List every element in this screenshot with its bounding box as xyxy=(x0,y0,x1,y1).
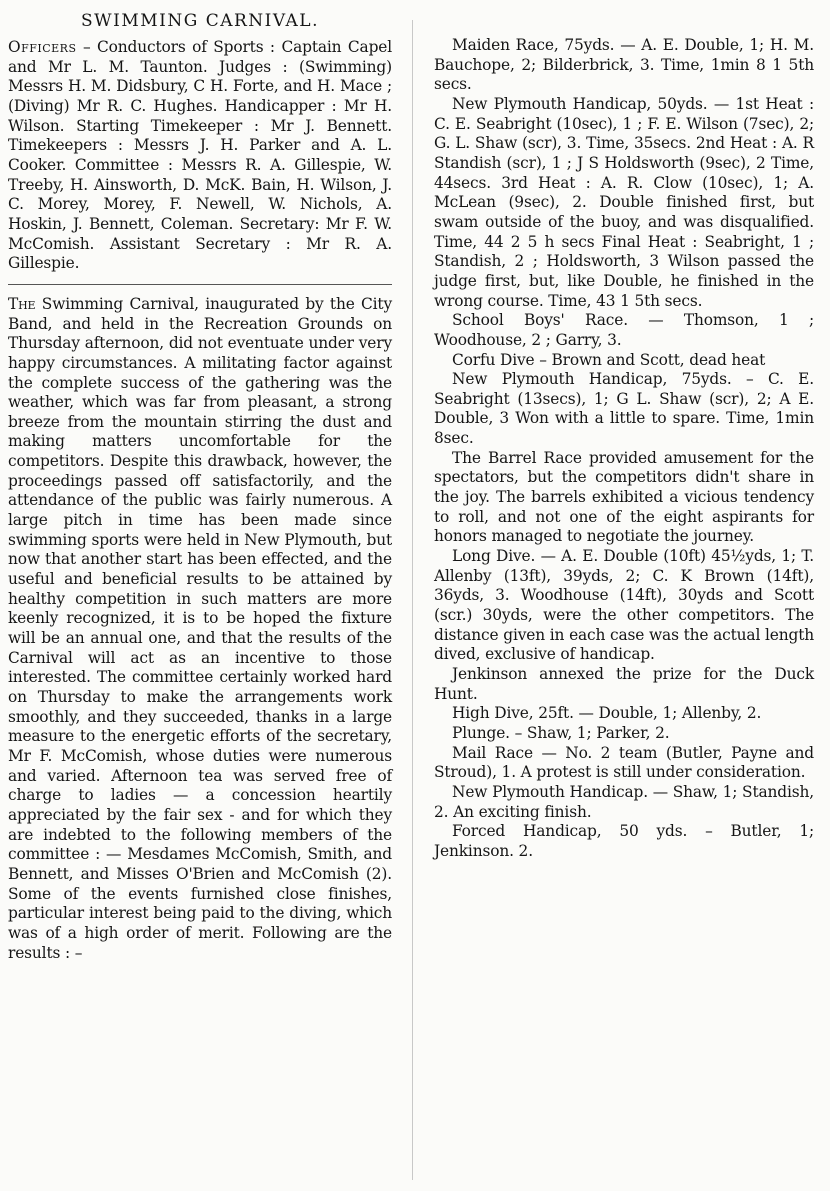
result-forced-handicap: Forced Handicap, 50 yds. – Butler, 1; Jenkinson. 2. xyxy=(434,822,814,860)
result-handicap-50yds: New Plymouth Handicap, 50yds. — 1st Heat : C. E. Seabright (10sec), 1 ; F. E. Wilson (7sec), 2; G. L. Shaw (scr), 3. Time, 35secs. 2nd Heat : A. R Standish (scr), 1 ; J S Holdsworth (9sec), 2 Time, 44secs. 3rd Heat : A. R. Clow (10sec), 1; A. McLean (9sec), 2. Double finished first, but swam outside of the buoy, and was disqualified. Time, 44 2 5 h secs Final Heat : Seabright, 1 ; Standish, 2 ; Holdsworth, 3 Wilson passed the judge first, but, like Double, he finished in the wrong course. Time, 43 1 5th secs. xyxy=(434,94,814,310)
result-corfu-dive: Corfu Dive – Brown and Scott, dead heat xyxy=(452,350,766,369)
column-divider xyxy=(412,20,413,1180)
result-high-dive: High Dive, 25ft. — Double, 1; Allenby, 2. xyxy=(452,704,762,723)
result-plunge: Plunge. – Shaw, 1; Parker, 2. xyxy=(452,723,670,742)
result-long-dive: Long Dive. — A. E. Double (10ft) 45½yds, 1; T. Allenby (13ft), 39yds, 2; C. K Brown (14ft), 36yds, 3. Woodhouse (14ft), 30yds and Scott (scr.) 30yds, were the other competitors. The distance given in each case was the actual length dived, exclusive of handicap. xyxy=(434,547,814,664)
report-text: Swimming Carnival, inaugurated by the City Band, and held in the Recreation Grounds on Thursday afternoon, did not eventuate under very happy circumstances. A militating factor against the complete success of the gathering was the weather, which was far from pleasant, a strong breeze from the mountain stirring the dust and making matters uncomfortable for the competitors. Despite this drawback, however, the proceedings passed off satisfactorily, and the attendance of the public was fairly numerous. A large pitch in time has been made since swimming sports were held in New Plymouth, but now that another start has been effected, and the useful and beneficial results to be attained by healthy competition in such matters are more keenly recognized, it is to be hoped the fixture will be an annual one, and that the results of the Carnival will act as an incentive to those interested. The committee certainly worked hard on Thursday to make the arrangements work smoothly, and they succeeded, thanks in a large measure to the energetic efforts of the secretary, Mr F. McComish, whose duties were numerous and varied. Afternoon tea was served free of charge to ladies — a concession heartily appreciated by the fair sex - and for which they are indebted to the following members of the committee : — Mesdames McComish, Smith, and Bennett, and Misses O'Brien and McComish (2). Some of the events furnished close finishes, particular interest being paid to the diving, which was of a high order of merit. Following are the results : – xyxy=(8,294,392,962)
left-column xyxy=(8,10,392,963)
result-barrel-race: The Barrel Race provided amusement for the spectators, but the competitors didn't share in the joy. The barrels exhibited a vicious tendency to roll, and not one of the eight aspirants for honors managed to negotiate the journey. xyxy=(434,448,814,546)
right-column xyxy=(434,36,814,862)
article-heading: SWIMMING CARNIVAL. xyxy=(81,11,319,31)
result-handicap-final: New Plymouth Handicap. — Shaw, 1; Standish, 2. An exciting finish. xyxy=(434,782,814,821)
officers-lead: Officers xyxy=(8,38,77,56)
result-maiden-race: Maiden Race, 75yds. — A. E. Double, 1; H. M. Bauchope, 2; Bilderbrick, 3. Time, 1min 8 1 5th secs. xyxy=(434,36,814,94)
report-paragraph xyxy=(8,295,392,963)
officers-paragraph xyxy=(8,38,392,274)
officers-text: – Conductors of Sports : Captain Capel and Mr L. M. Taunton. Judges : (Swimming) Messrs H. M. Didsbury, C H. Forte, and H. Mace ; (Diving) Mr R. C. Hughes. Handicapper : Mr H. Wilson. Starting Timekeeper : Mr J. Bennett. Timekeepers : Messrs J. H. Parker and A. L. Cooker. Committee : Messrs R. A. Gillespie, W. Treeby, H. Ainsworth, D. McK. Bain, H. Wilson, J. C. Morey, Morey, F. Newell, W. Nichols, A. Hoskin, J. Bennett, Coleman. Secretary: Mr F. W. McComish. Assistant Secretary : Mr R. A. Gillespie. xyxy=(8,38,392,273)
section-rule xyxy=(8,284,392,285)
report-lead: The xyxy=(8,294,36,313)
result-duck-hunt: Jenkinson annexed the prize for the Duck Hunt. xyxy=(434,665,814,703)
result-mail-race: Mail Race — No. 2 team (Butler, Payne and Stroud), 1. A protest is still under consideration. xyxy=(434,743,814,782)
result-handicap-75yds: New Plymouth Handicap, 75yds. – C. E. Seabright (13secs), 1; G L. Shaw (scr), 2; A E. Double, 3 Won with a little to spare. Time, 1min 8sec. xyxy=(434,370,814,448)
result-school-boys-race: School Boys' Race. — Thomson, 1 ; Woodhouse, 2 ; Garry, 3. xyxy=(434,311,814,349)
